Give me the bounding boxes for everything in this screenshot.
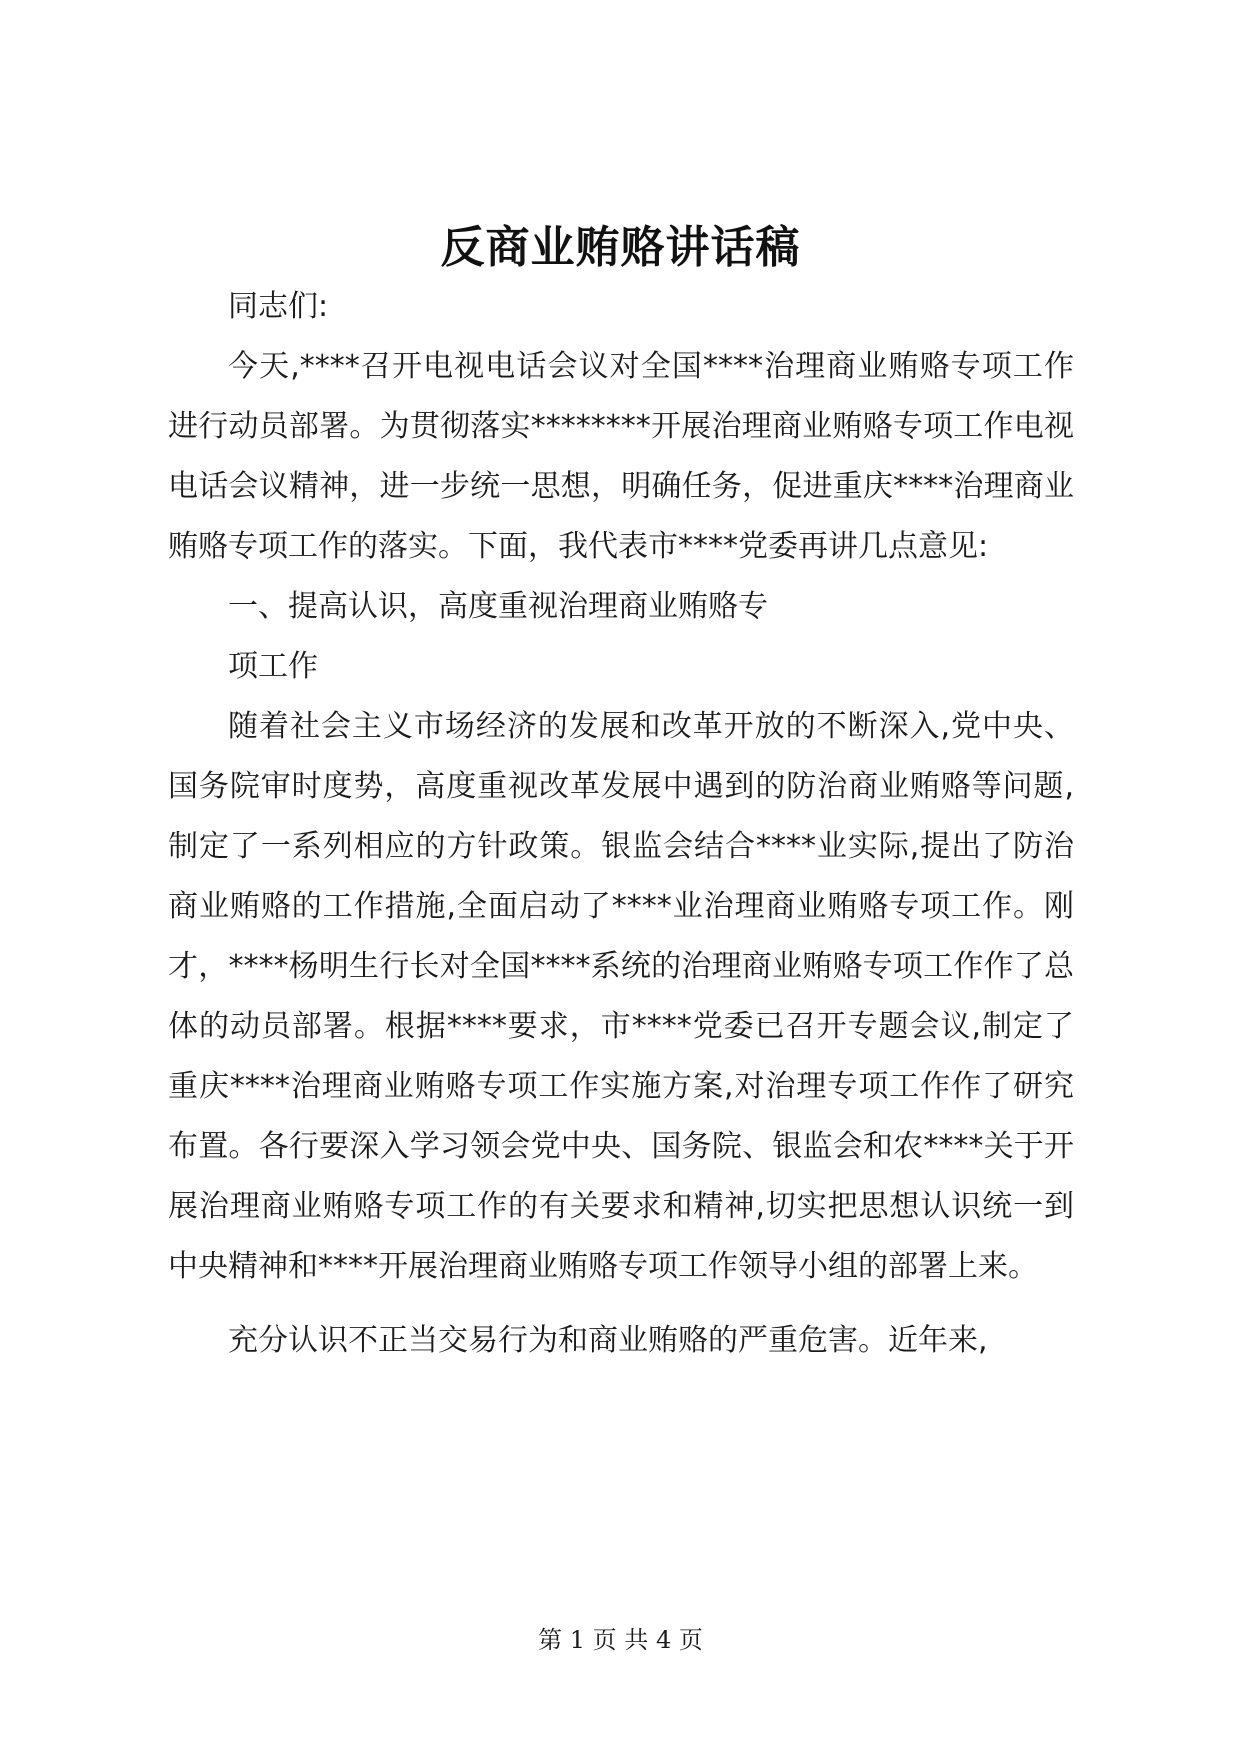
document-body	[168, 277, 1074, 1371]
section-heading-line-2: 项工作	[228, 649, 318, 684]
salutation-paragraph: 同志们:	[228, 289, 329, 324]
body-paragraph-continued: 充分认识不正当交易行为和商业贿赂的严重危害。近年来,	[228, 1323, 988, 1358]
section-heading-line-1: 一、提高认识，高度重视治理商业贿赂专	[228, 589, 768, 624]
intro-paragraph: 今天,****召开电视电话会议对全国****治理商业贿赂专项工作进行动员部署。为贯彻落实********开展治理商业贿赂专项工作电视电话会议精神，进一步统一思想，明确任务，促进重庆****治理商业贿赂专项工作的落实。下面，我代表市****党委再讲几点意见:	[168, 349, 1074, 564]
page-footer: 第 1 页 共 4 页	[538, 1626, 703, 1654]
body-paragraph: 随着社会主义市场经济的发展和改革开放的不断深入,党中央、国务院审时度势，高度重视改革发展中遇到的防治商业贿赂等问题,制定了一系列相应的方针政策。银监会结合****业实际,提出了防治商业贿赂的工作措施,全面启动了****业治理商业贿赂专项工作。刚才，****杨明生行长对全国****系统的治理商业贿赂专项工作作了总体的动员部署。根据****要求，市****党委已召开专题会议,制定了重庆****治理商业贿赂专项工作实施方案,对治理专项工作作了研究布置。各行要深入学习领会党中央、国务院、银监会和农****关于开展治理商业贿赂专项工作的有关要求和精神,切实把思想认识统一到中央精神和****开展治理商业贿赂专项工作领导小组的部署上来。	[168, 709, 1074, 1284]
document-title: 反商业贿赂讲话稿	[440, 222, 801, 273]
